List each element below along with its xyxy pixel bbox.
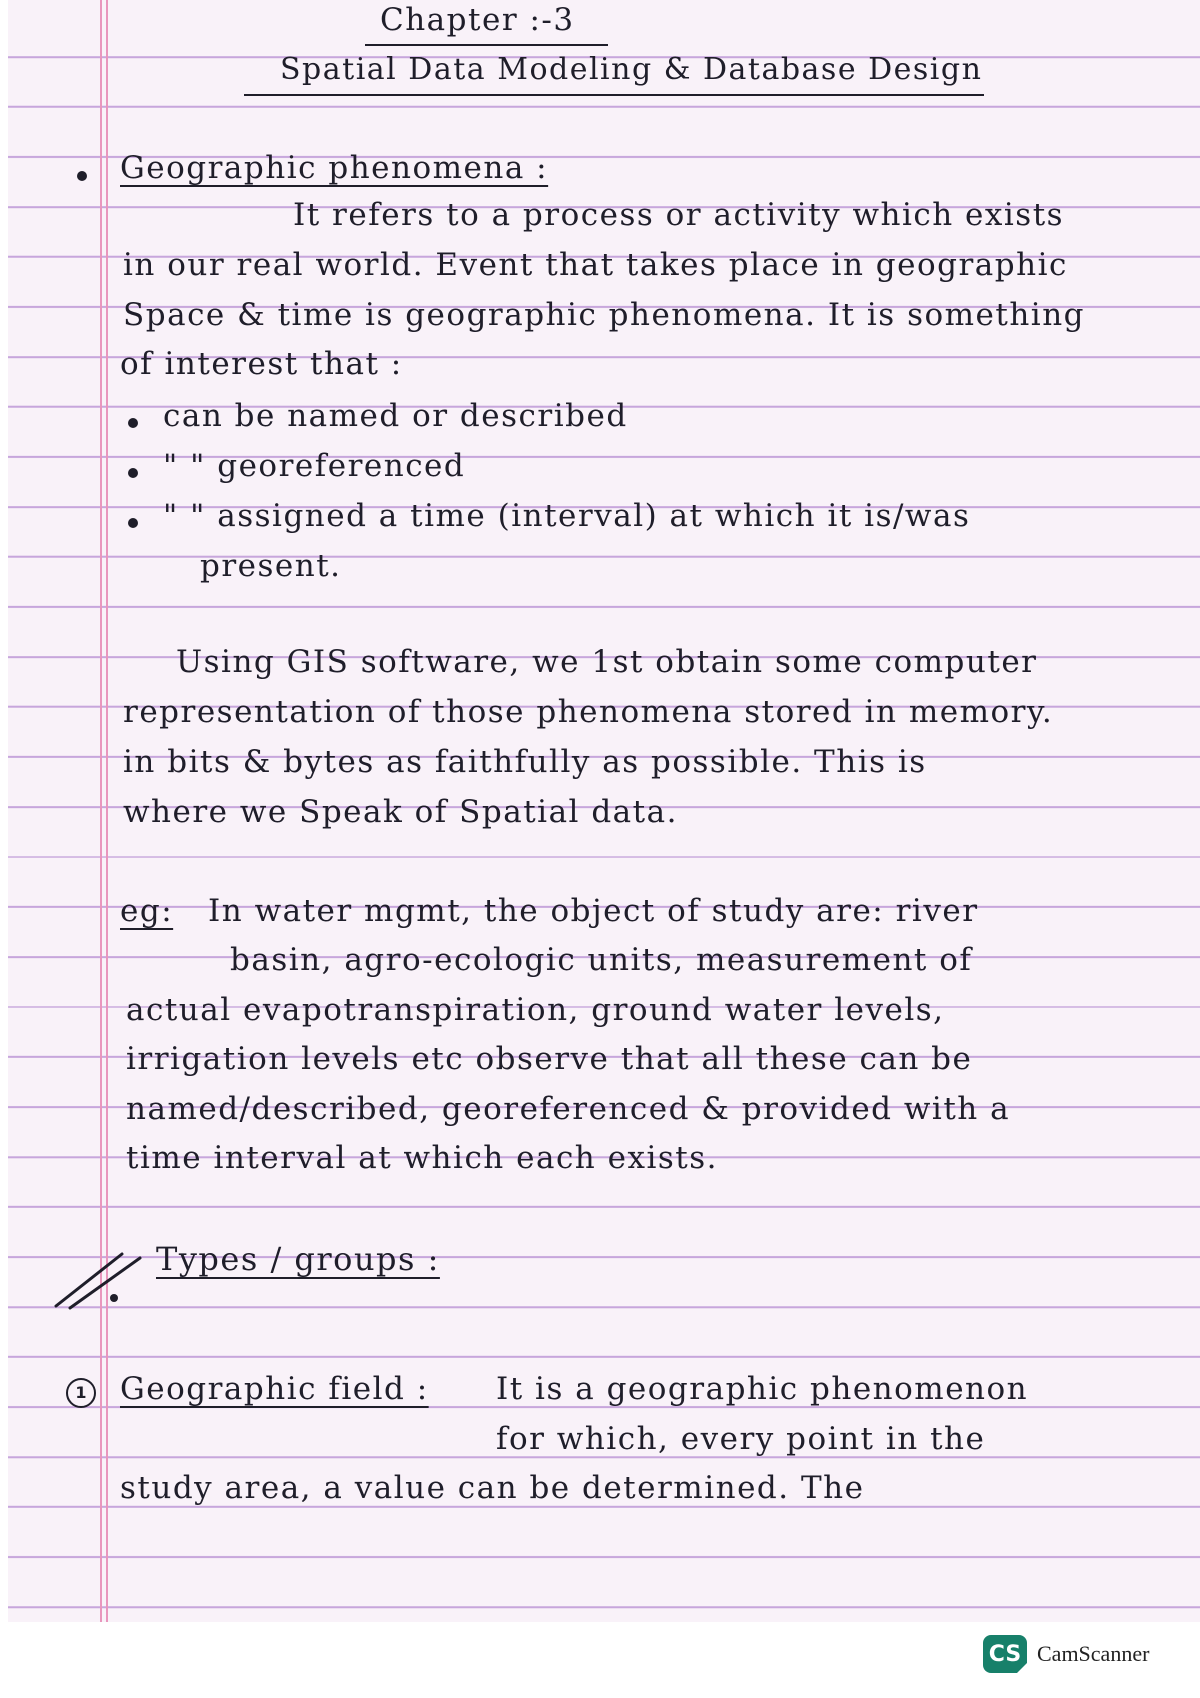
section-heading-geographic-field: Geographic field : <box>120 1371 429 1407</box>
text-line: It is a geographic phenomenon <box>496 1371 1029 1407</box>
text-line: in our real world. Event that takes place in geographic <box>123 247 1068 283</box>
page-title: Spatial Data Modeling & Database Design <box>280 52 983 87</box>
text-line: Using GIS software, we 1st obtain some computer <box>176 644 1038 680</box>
bullet-text: " " georeferenced <box>163 448 466 484</box>
bullet-text: " " assigned a time (interval) at which it is/was <box>163 498 971 534</box>
camscanner-watermark <box>983 1634 1149 1674</box>
notebook-page <box>8 0 1200 1622</box>
text-line: in bits & bytes as faithfully as possible. This is <box>123 744 927 780</box>
text-line: named/described, georeferenced & provided with a <box>126 1091 1011 1127</box>
camscanner-label: CamScanner <box>1037 1641 1150 1666</box>
text-line: basin, agro-ecologic units, measurement of <box>230 942 973 978</box>
camscanner-logo-icon: CS <box>983 1635 1027 1673</box>
text-line: time interval at which each exists. <box>126 1140 719 1176</box>
tick-mark-icon <box>52 1248 148 1312</box>
text-line: actual evapotranspiration, ground water levels, <box>126 992 945 1028</box>
bullet <box>128 518 138 528</box>
text-line: Space & time is geographic phenomena. It is something <box>123 297 1086 333</box>
example-label: eg: <box>120 893 174 929</box>
text-line: irrigation levels etc observe that all these can be <box>126 1041 973 1077</box>
chapter-underline <box>365 44 608 46</box>
margin-line <box>106 0 108 1622</box>
section-heading-geographic-phenomena: Geographic phenomena : <box>120 150 549 186</box>
bullet <box>128 418 138 428</box>
bullet-text: can be named or described <box>163 398 628 434</box>
text-line: study area, a value can be determined. The <box>120 1470 865 1506</box>
list-number: 1 <box>66 1378 96 1408</box>
text-line: where we Speak of Spatial data. <box>123 794 678 830</box>
section-heading-types: Types / groups : <box>156 1240 440 1278</box>
margin-line <box>100 0 102 1622</box>
bullet <box>128 468 138 478</box>
text-line: present. <box>200 548 342 584</box>
text-line: representation of those phenomena stored in memory. <box>123 694 1054 730</box>
text-line: of interest that : <box>120 346 403 382</box>
title-underline <box>244 94 984 96</box>
text-line: It refers to a process or activity which exists <box>293 197 1065 233</box>
text-line: for which, every point in the <box>496 1421 986 1457</box>
text-line: In water mgmt, the object of study are: river <box>208 893 979 929</box>
chapter-heading: Chapter :-3 <box>380 2 575 38</box>
bullet <box>77 171 87 181</box>
